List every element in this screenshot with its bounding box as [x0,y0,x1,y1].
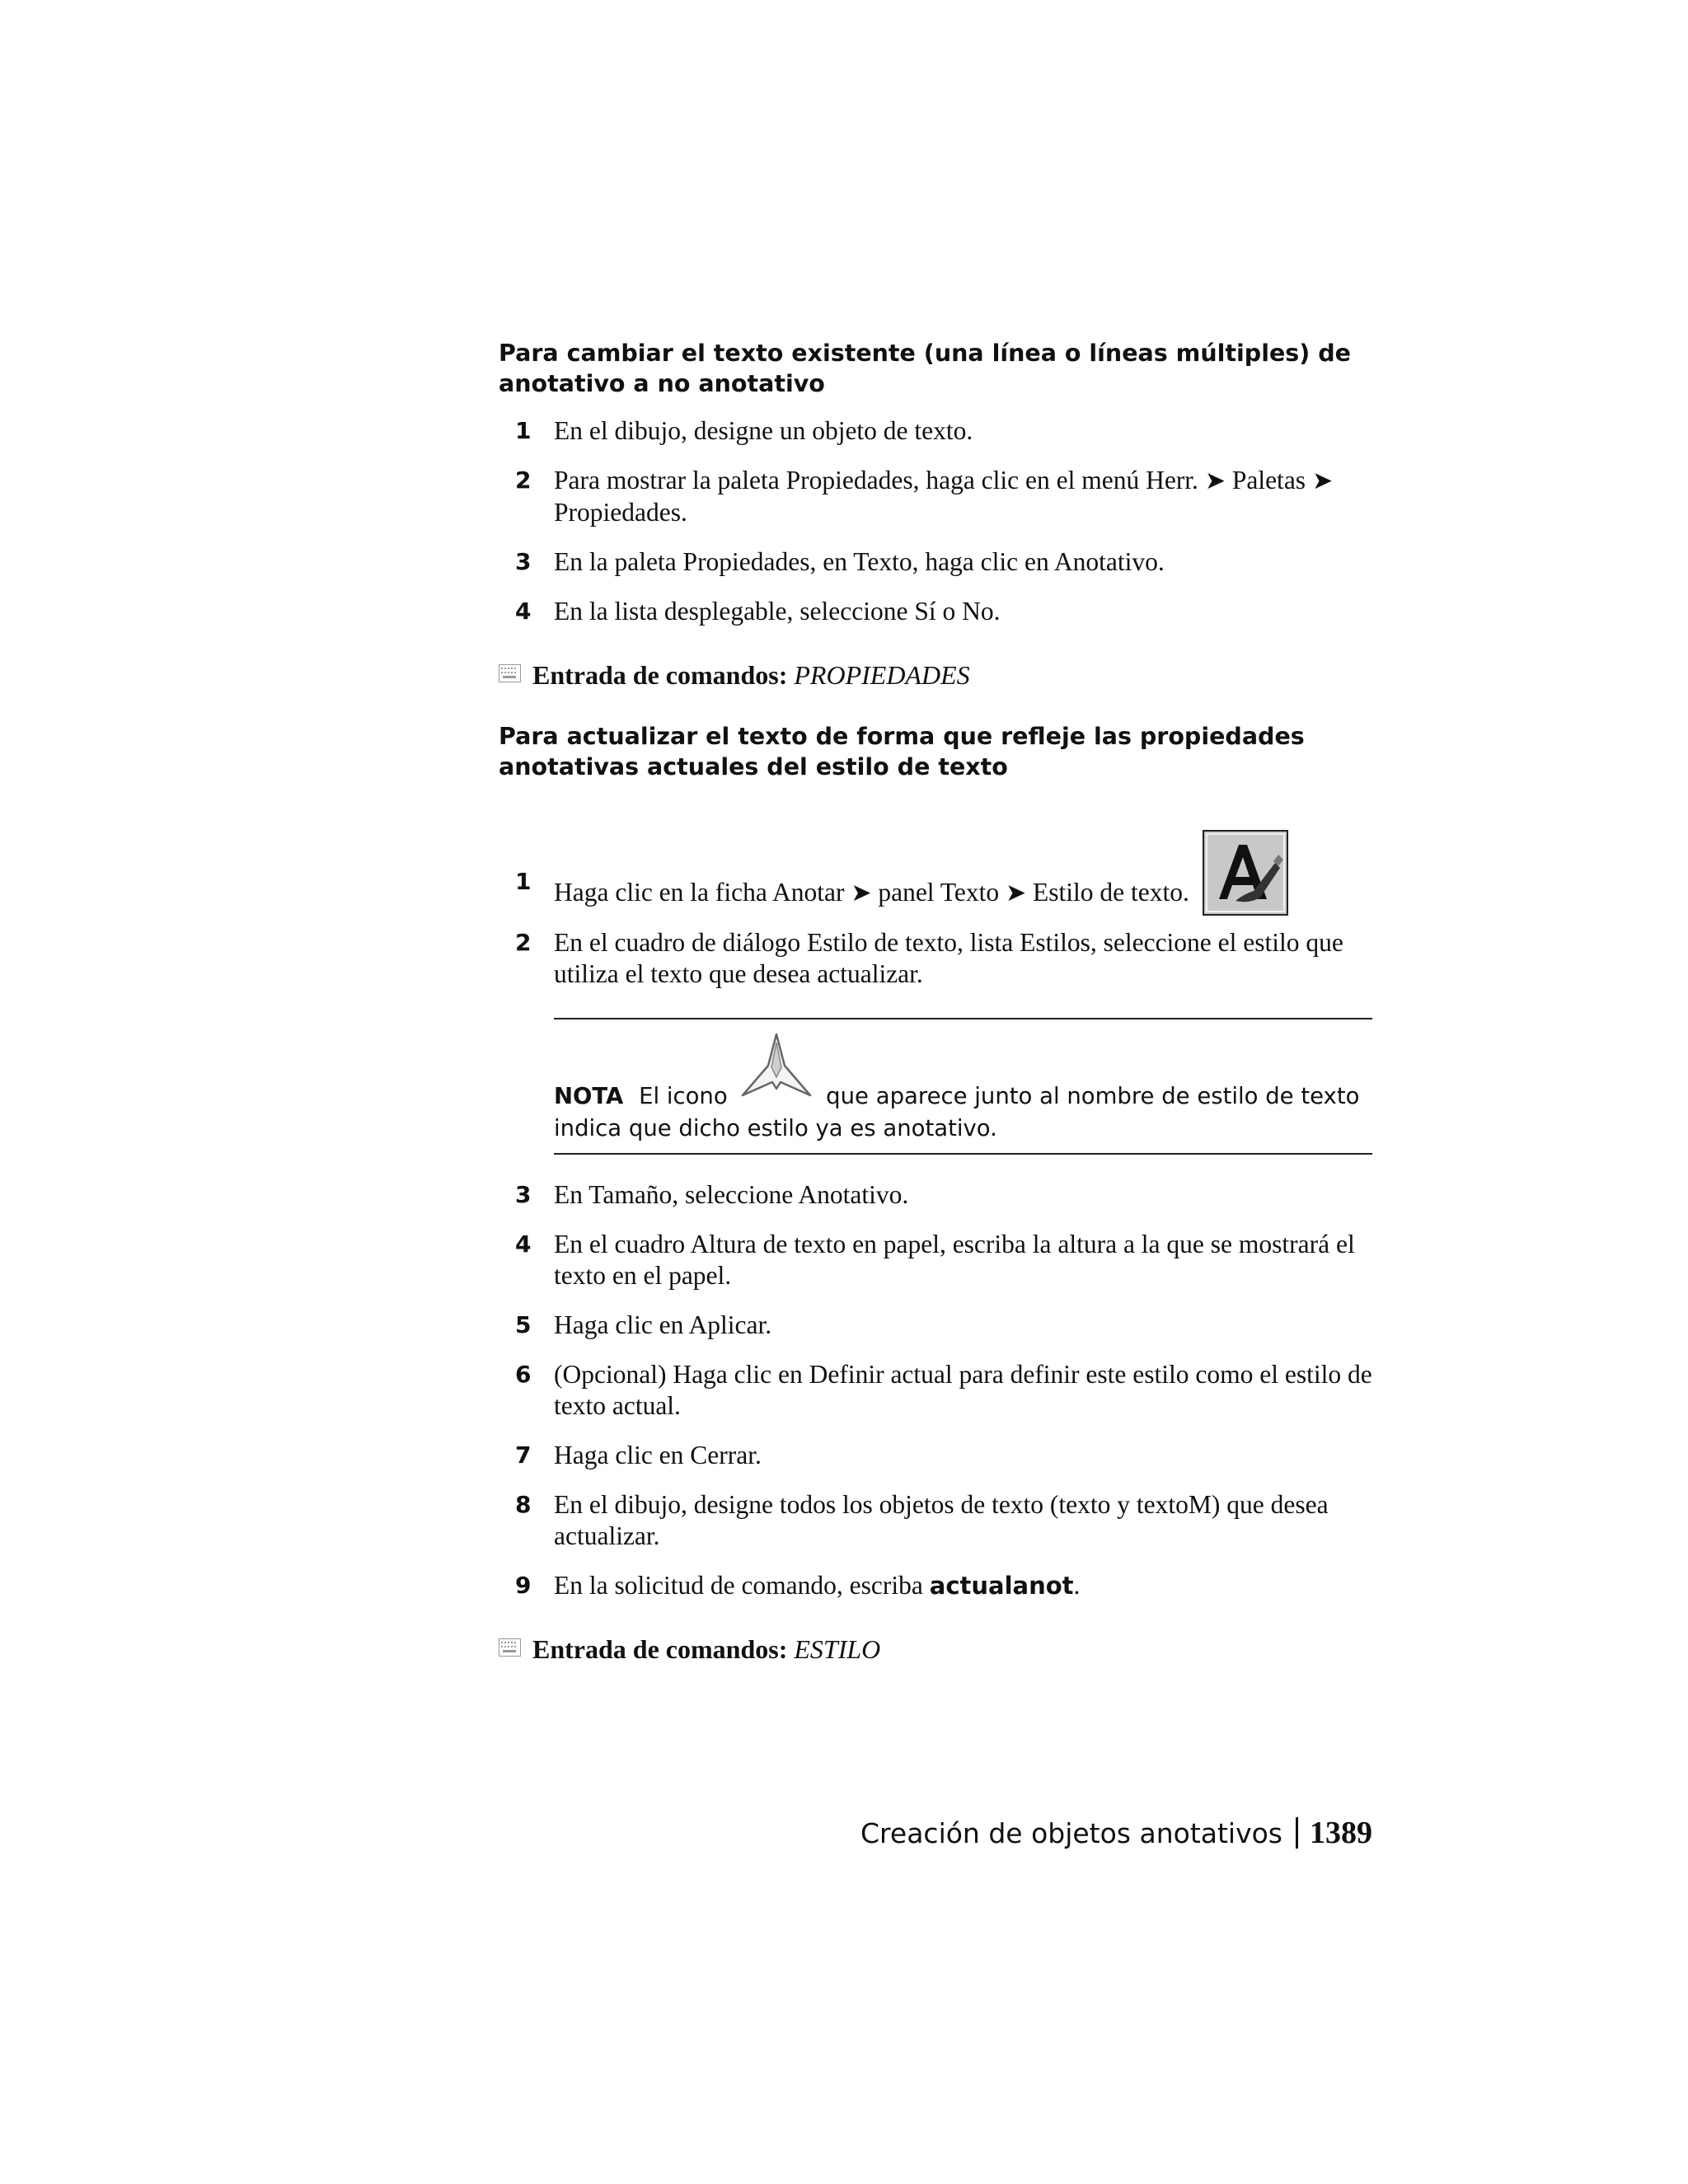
list-item [499,596,1372,627]
footer-title: Creación de objetos anotativos [860,1817,1282,1849]
step-number: 9 [515,1572,532,1599]
step-number: 8 [515,1491,532,1518]
command-entry [499,1631,1372,1666]
list-item [499,1440,1372,1471]
page-content [499,338,1372,1695]
step-list [499,823,1372,990]
list-item [499,546,1372,578]
step-number: 3 [515,548,532,575]
page-footer [860,1815,1372,1852]
step-text: (Opcional) Haga clic en Definir actual para definir este estilo como el estilo de texto actual. [554,1360,1372,1420]
step-text: panel Texto [878,878,1000,907]
step-text: Propiedades. [554,498,687,527]
step-text: En la paleta Propiedades, en Texto, haga clic en Anotativo. [554,547,1165,576]
note-text: El icono [639,1083,728,1109]
command-label: Entrada de comandos: [532,660,788,690]
step-text: En la solicitud de comando, escriba [554,1571,923,1600]
annotative-icon [739,1031,814,1110]
step-number: 5 [515,1311,532,1338]
list-item [499,1489,1372,1552]
list-item [499,415,1372,447]
list-item [499,1179,1372,1211]
note-label: NOTA [554,1083,624,1109]
procedure-heading: Para cambiar el texto existente (una línea o líneas múltiples) de anotativo a no anotativo [499,340,1351,397]
command-value: PROPIEDADES [794,660,970,690]
step-text: En el dibujo, designe todos los objetos de texto (texto y textoM) que desea actualizar. [554,1490,1329,1550]
text-style-icon [1203,830,1288,916]
menu-arrow-icon: ➤ [1204,467,1226,494]
list-item [499,927,1372,990]
list-item [499,1229,1372,1291]
step-number: 4 [515,1230,532,1258]
menu-arrow-icon: ➤ [851,879,872,907]
procedure-heading: Para actualizar el texto de forma que refleje las propiedades anotativas actuales del estilo de texto [499,723,1305,780]
list-item [499,823,1372,909]
keyboard-icon [499,657,521,675]
page-number: 1389 [1310,1816,1372,1850]
list-item [499,1359,1372,1422]
step-text: Haga clic en Cerrar. [554,1441,762,1469]
list-item [499,1570,1372,1601]
step-text: Haga clic en Aplicar. [554,1310,772,1339]
list-item [499,1310,1372,1341]
step-text: En el dibujo, designe un objeto de texto. [554,416,973,445]
step-number: 1 [515,868,532,895]
step-number: 3 [515,1181,532,1208]
step-text: En la lista desplegable, seleccione Sí o No. [554,597,1001,626]
step-text: Para mostrar la paleta Propiedades, haga clic en el menú Herr. [554,466,1198,494]
command-entry [499,657,1372,691]
step-text: En el cuadro Altura de texto en papel, escriba la altura a la que se mostrará el texto en el papel. [554,1230,1355,1290]
menu-arrow-icon: ➤ [1311,467,1334,494]
step-list [499,415,1372,627]
list-item [499,465,1372,528]
menu-arrow-icon: ➤ [1006,879,1027,907]
step-number: 6 [515,1361,532,1388]
step-text: En Tamaño, seleccione Anotativo. [554,1180,909,1209]
step-number: 2 [515,466,532,494]
note-box [554,1018,1372,1155]
command-keyword: actualanot [929,1572,1074,1600]
command-label: Entrada de comandos: [532,1634,788,1664]
step-text: En el cuadro de diálogo Estilo de texto, lista Estilos, seleccione el estilo que utiliza el texto que desea actualizar. [554,928,1343,988]
step-text: Estilo de texto. [1033,878,1189,907]
step-number: 1 [515,417,532,444]
step-text: . [1073,1571,1081,1600]
step-text: Haga clic en la ficha Anotar [554,878,845,907]
keyboard-icon [499,1631,521,1649]
step-list [499,1179,1372,1601]
command-value: ESTILO [794,1634,881,1664]
footer-divider [1296,1817,1298,1849]
note-text: que aparece junto al nombre de estilo de texto indica que dicho estilo ya es anotativo. [554,1083,1360,1141]
step-text: Paletas [1231,466,1306,494]
step-number: 2 [515,929,532,956]
step-number: 7 [515,1441,532,1469]
step-number: 4 [515,598,532,625]
